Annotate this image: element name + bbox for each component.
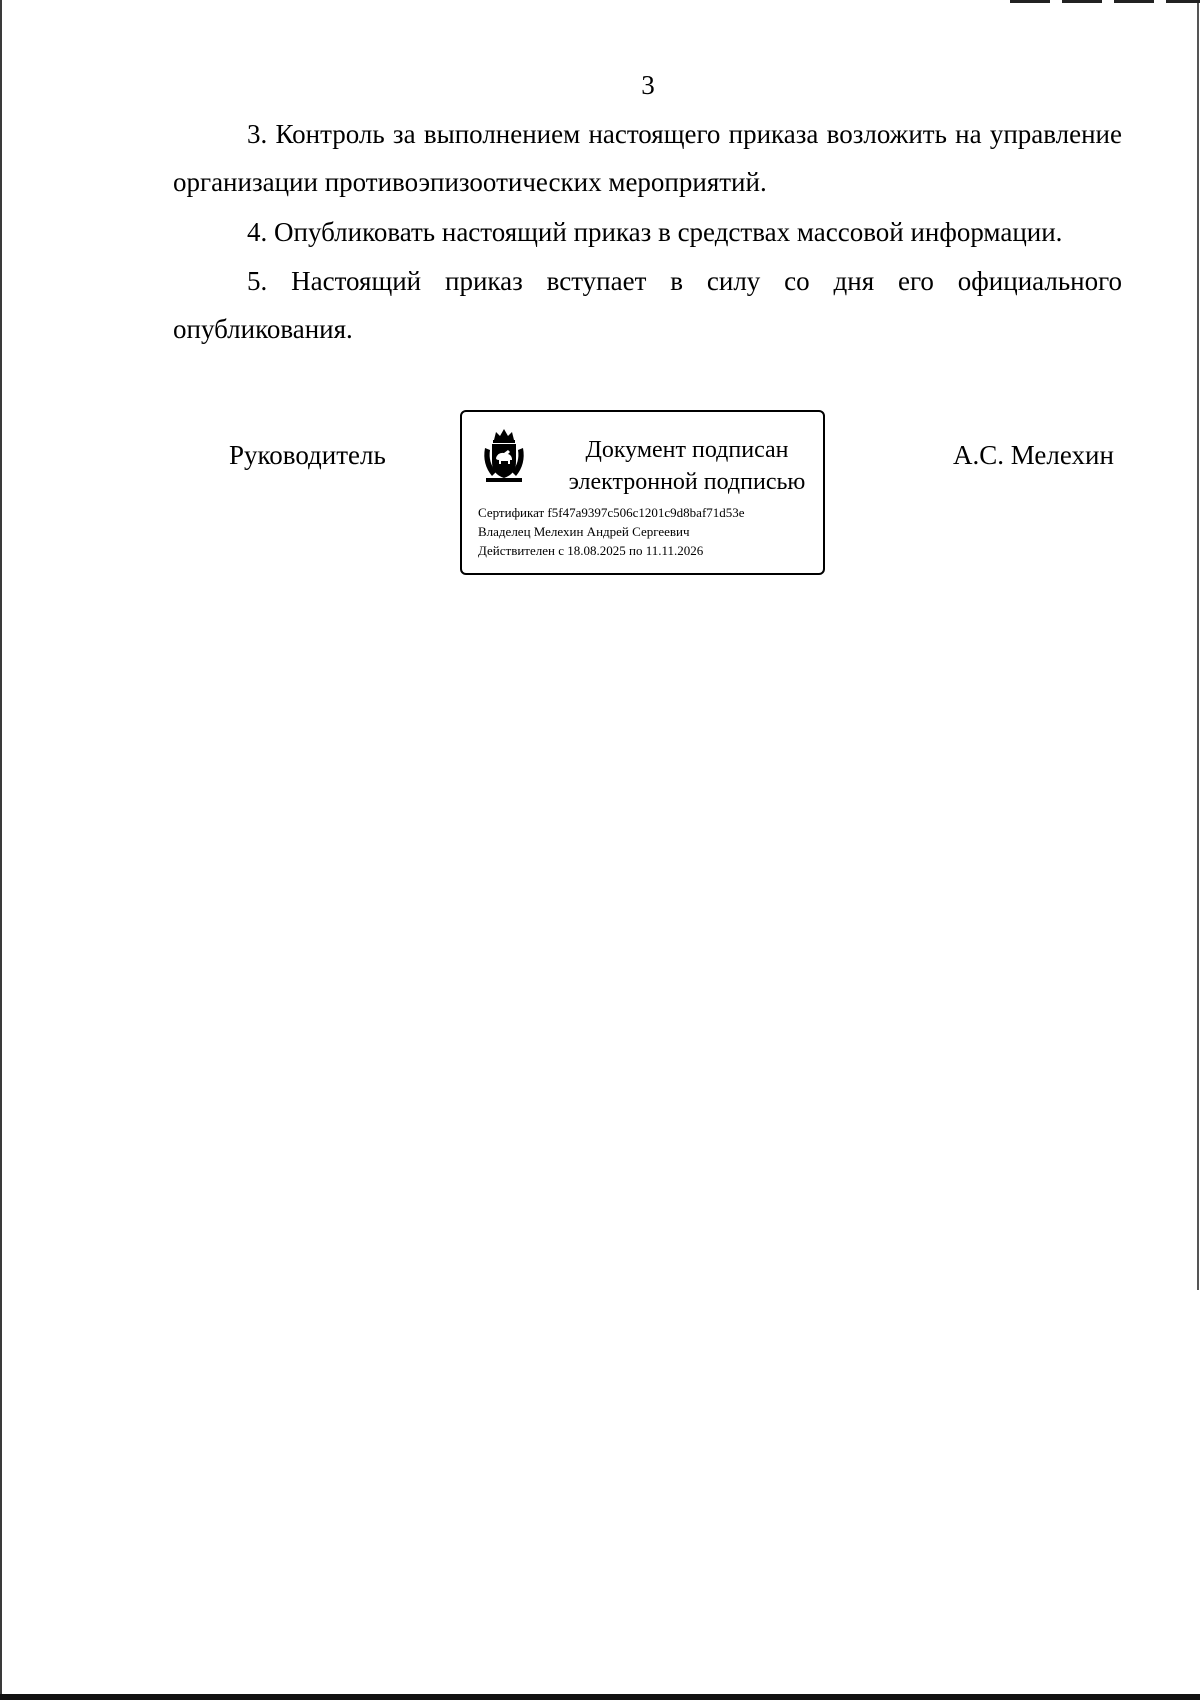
scan-edge-right bbox=[1197, 0, 1199, 1290]
paragraph-5: 5. Настоящий приказ вступает в силу со дня его официального опубликования. bbox=[173, 266, 1122, 344]
stamp-owner: Владелец Мелехин Андрей Сергеевич bbox=[478, 524, 690, 539]
stamp-validity: Действителен с 18.08.2025 по 11.11.2026 bbox=[478, 543, 704, 558]
stamp-certificate: Сертификат f5f47a9397c506c1201c9d8baf71d53e bbox=[478, 505, 745, 520]
paragraph-3: 3. Контроль за выполнением настоящего приказа возложить на управление организации противоэпизоотических мероприятий. bbox=[173, 119, 1122, 197]
signatory-name: А.С. Мелехин bbox=[953, 440, 1114, 470]
coat-of-arms-icon bbox=[482, 426, 526, 484]
page-number: 3 bbox=[641, 70, 655, 100]
stamp-title: Документ подписан электронной подписью bbox=[568, 437, 806, 495]
signatory-role: Руководитель bbox=[229, 440, 386, 470]
paragraph-4: 4. Опубликовать настоящий приказ в средствах массовой информации. bbox=[247, 217, 1063, 247]
scan-edge-left bbox=[0, 0, 2, 1700]
scan-edge-top bbox=[1010, 0, 1200, 3]
electronic-signature-stamp bbox=[460, 410, 825, 575]
scan-edge-bottom bbox=[0, 1694, 1200, 1700]
